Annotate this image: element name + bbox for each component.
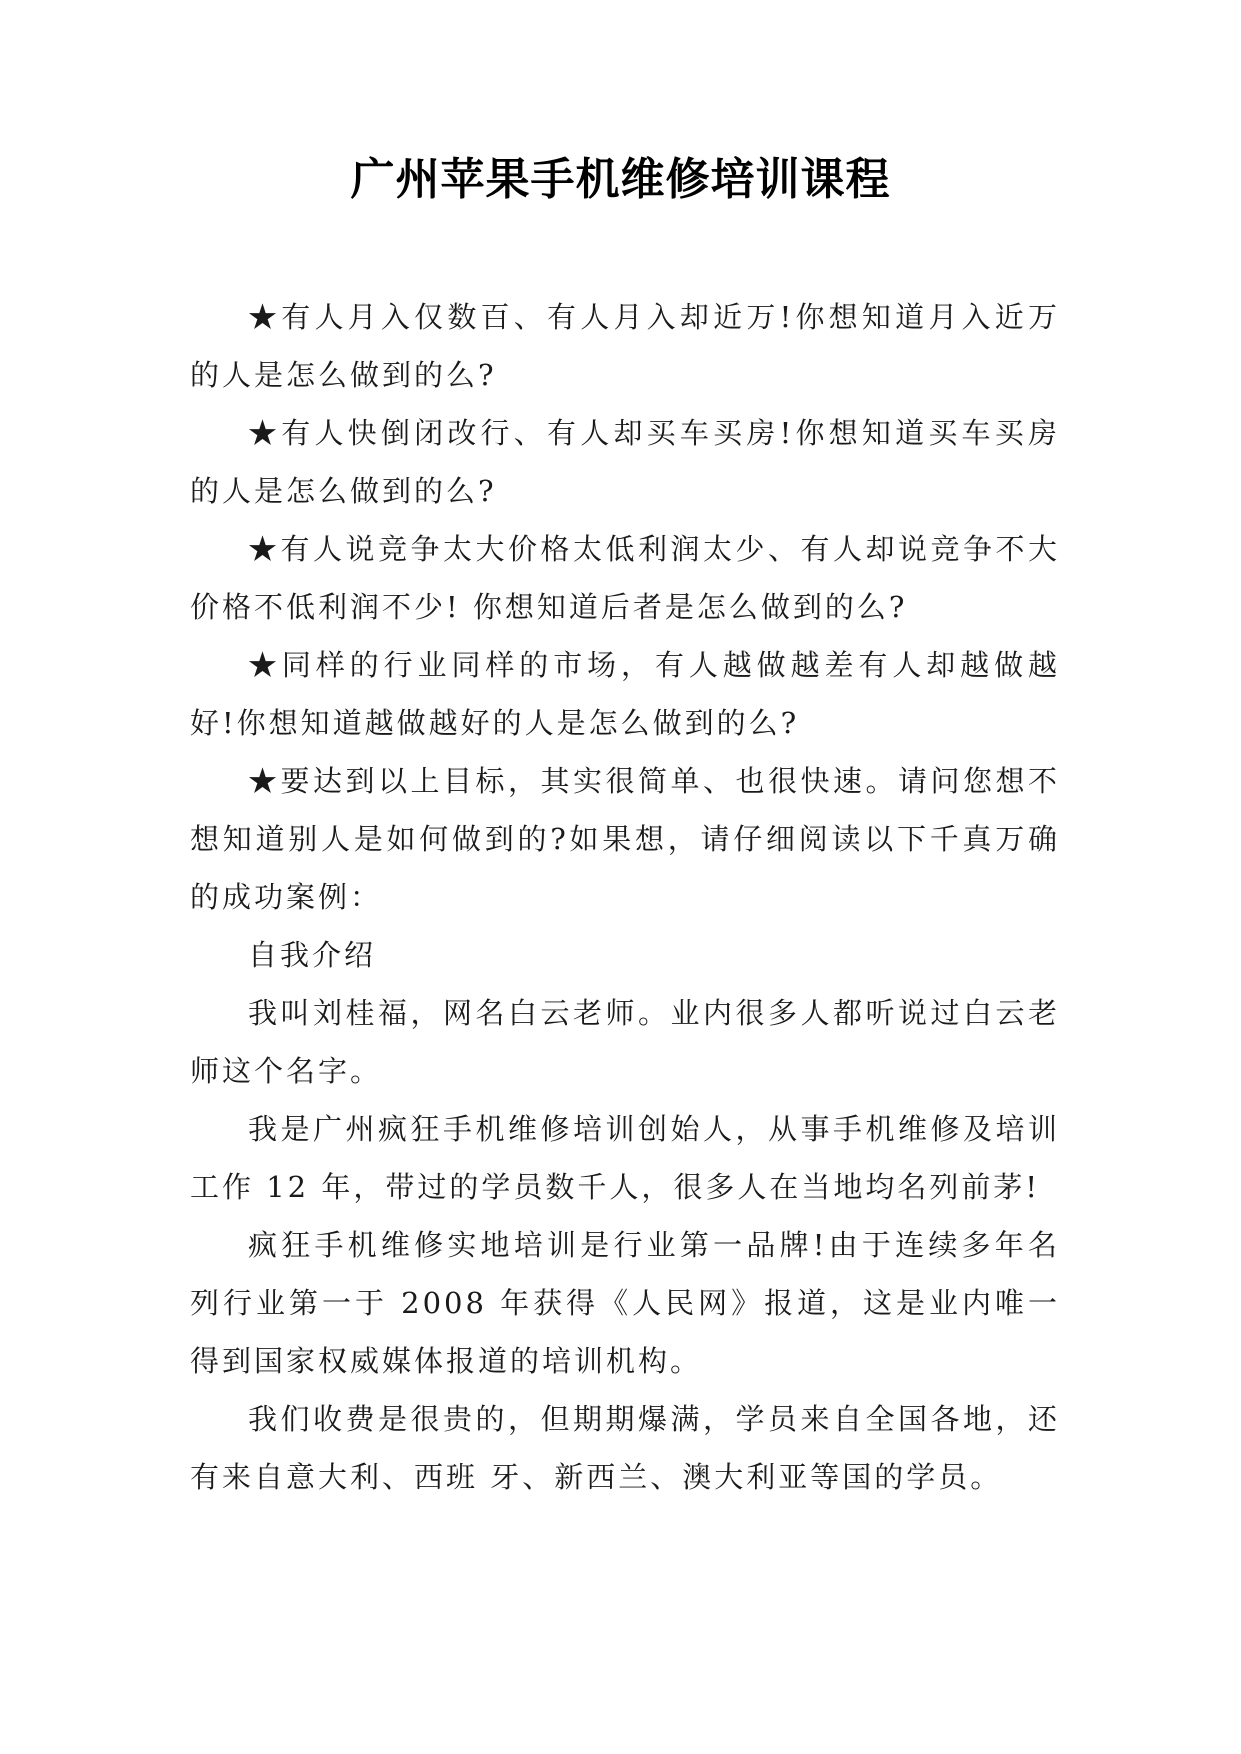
paragraph-brand: 疯狂手机维修实地培训是行业第一品牌!由于连续多年名列行业第一于 2008 年获得《人民网》报道，这是业内唯一得到国家权威媒体报道的培训机构。 [190,1228,1060,1378]
paragraph-star-income: ★有人月入仅数百、有人月入却近万!你想知道月入近万的人是怎么做到的么? [190,300,1060,392]
paragraph-star-competition: ★有人说竞争太大价格太低利润太少、有人却说竞争不大价格不低利润不少! 你想知道后者是怎么做到的么? [190,532,1060,624]
document-body [190,288,1060,1506]
paragraph-star-goal: ★要达到以上目标，其实很简单、也很快速。请问您想不想知道别人是如何做到的?如果想，请仔细阅读以下千真万确的成功案例： [190,764,1060,914]
paragraph-founder: 我是广州疯狂手机维修培训创始人，从事手机维修及培训工作 12 年，带过的学员数千人，很多人在当地均名列前茅! [190,1112,1060,1204]
section-heading-self-intro: 自我介绍 [248,938,377,972]
paragraph-star-market: ★同样的行业同样的市场，有人越做越差有人却越做越好!你想知道越做越好的人是怎么做到的么? [190,648,1060,740]
paragraph-name: 我叫刘桂福，网名白云老师。业内很多人都听说过白云老师这个名字。 [190,996,1060,1088]
document-title: 广州苹果手机维修培训课程 [350,154,891,205]
paragraph-students: 我们收费是很贵的，但期期爆满，学员来自全国各地，还有来自意大利、西班 牙、新西兰、澳大利亚等国的学员。 [190,1402,1060,1494]
paragraph-star-car-house: ★有人快倒闭改行、有人却买车买房!你想知道买车买房的人是怎么做到的么? [190,416,1060,508]
